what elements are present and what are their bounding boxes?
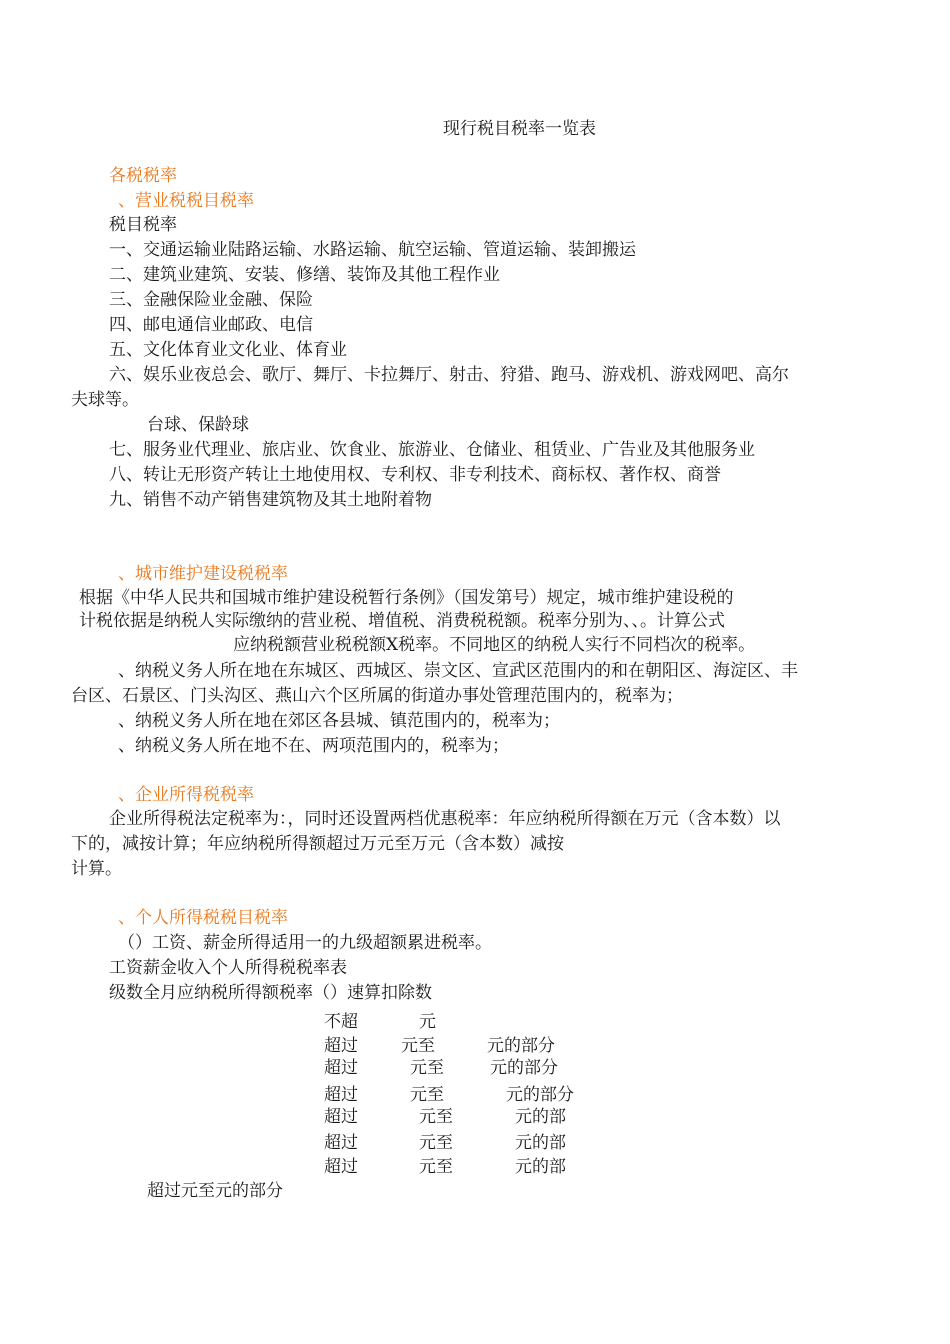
table-cell: 元至 <box>419 1107 453 1127</box>
table-cell: 元的部分 <box>487 1036 555 1056</box>
personal-tax-line: （）工资、薪金所得适用一的九级超额累进税率。 <box>118 933 492 953</box>
table-cell: 元至 <box>401 1036 435 1056</box>
enterprise-tax-line: 计算。 <box>71 859 122 879</box>
section-heading-urban-tax: 、城市维护建设税税率 <box>118 564 288 584</box>
urban-tax-line: 台区、石景区、门头沟区、燕山六个区所属的街道办事处管理范围内的，税率为； <box>71 686 683 706</box>
business-tax-item: 八、转让无形资产转让土地使用权、专利权、非专利技术、商标权、著作权、商誉 <box>109 465 721 485</box>
table-cell: 超过 <box>324 1036 358 1056</box>
business-tax-item: 台球、保龄球 <box>147 415 249 435</box>
section-heading-enterprise-tax: 、企业所得税税率 <box>118 785 254 805</box>
business-tax-item: 五、文化体育业文化业、体育业 <box>109 340 347 360</box>
table-cell: 超过 <box>324 1133 358 1153</box>
urban-tax-line: 根据《中华人民共和国城市维护建设税暂行条例》（国发第号）规定，城市维护建设税的 <box>79 588 734 608</box>
table-cell: 元至 <box>410 1085 444 1105</box>
table-cell: 元的部分 <box>506 1085 574 1105</box>
table-cell: 元至 <box>419 1157 453 1177</box>
urban-tax-line: 计税依据是纳税人实际缴纳的营业税、增值税、消费税税额。税率分别为、、。计算公式 <box>79 611 725 631</box>
urban-tax-line: 、纳税义务人所在地在郊区各县城、镇范围内的，税率为； <box>118 711 560 731</box>
personal-tax-line: 工资薪金收入个人所得税税率表 <box>109 958 347 978</box>
table-cell: 不超 <box>324 1012 358 1032</box>
section-heading-business-tax: 、营业税税目税率 <box>118 191 254 211</box>
table-cell: 元的部分 <box>490 1058 558 1078</box>
business-tax-item-continuation: 夫球等。 <box>71 390 139 410</box>
business-tax-item: 二、建筑业建筑、安装、修缮、装饰及其他工程作业 <box>109 265 500 285</box>
urban-tax-line: 、纳税义务人所在地不在、两项范围内的，税率为； <box>118 736 509 756</box>
table-cell: 元至 <box>410 1058 444 1078</box>
table-cell: 超过 <box>324 1058 358 1078</box>
business-tax-item: 一、交通运输业陆路运输、水路运输、航空运输、管道运输、装卸搬运 <box>109 240 636 260</box>
section-heading-main: 各税税率 <box>109 166 177 186</box>
business-tax-item: 九、销售不动产销售建筑物及其土地附着物 <box>109 490 432 510</box>
table-cell: 元的部 <box>515 1107 566 1127</box>
table-cell: 元 <box>419 1012 436 1032</box>
table-cell: 元至 <box>419 1133 453 1153</box>
enterprise-tax-line: 企业所得税法定税率为：，同时还设置两档优惠税率：年应纳税所得额在万元（含本数）以 <box>109 809 781 829</box>
page-title: 现行税目税率一览表 <box>443 119 596 139</box>
business-tax-item: 三、金融保险业金融、保险 <box>109 290 313 310</box>
table-cell: 超过 <box>324 1107 358 1127</box>
table-cell: 元的部 <box>515 1133 566 1153</box>
section-heading-personal-tax: 、个人所得税税目税率 <box>118 908 288 928</box>
table-cell: 超过 <box>324 1085 358 1105</box>
table-cell: 元的部 <box>515 1157 566 1177</box>
personal-tax-table-header: 级数全月应纳税所得额税率（）速算扣除数 <box>109 983 432 1003</box>
urban-tax-formula: 应纳税额营业税税额X税率。不同地区的纳税人实行不同档次的税率。 <box>233 635 756 655</box>
business-tax-item: 七、服务业代理业、旅店业、饮食业、旅游业、仓储业、租赁业、广告业及其他服务业 <box>109 440 755 460</box>
business-tax-header: 税目税率 <box>109 215 177 235</box>
business-tax-item: 六、娱乐业夜总会、歌厅、舞厅、卡拉舞厅、射击、狩猎、跑马、游戏机、游戏网吧、高尔 <box>109 365 789 385</box>
business-tax-item: 四、邮电通信业邮政、电信 <box>109 315 313 335</box>
table-last-row: 超过元至元的部分 <box>147 1181 283 1201</box>
urban-tax-line: 、纳税义务人所在地在东城区、西城区、崇文区、宣武区范围内的和在朝阳区、海淀区、丰 <box>118 661 798 681</box>
enterprise-tax-line: 下的，减按计算；年应纳税所得额超过万元至万元（含本数）减按 <box>71 834 564 854</box>
table-cell: 超过 <box>324 1157 358 1177</box>
